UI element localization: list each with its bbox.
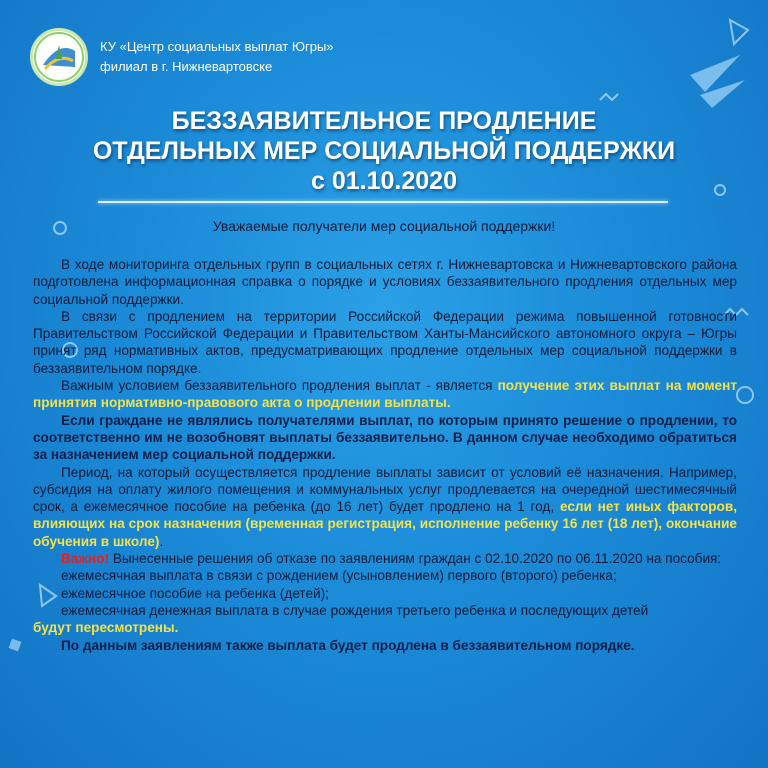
condition-highlight: получение этих выплат на момент принятия нормативно-правового акта о продлении выплаты. <box>33 378 737 411</box>
period-text: Период, на который осуществляется продление выплаты зависит от условий её назначения. Например, субсидия на оплату жилого помещения и коммунальных услуг продлевается на очередной шестимесячный срок, а ежемесячное пособие на ребенка (до 16 лет) будет продлено на 1 год, <box>33 464 737 515</box>
list-item: ежемесячная денежная выплата в случае рождения третьего ребенка и последующих детей <box>61 602 649 618</box>
deco-square-icon <box>9 639 22 652</box>
list-item: ежемесячное пособие на ребенка (детей); <box>61 585 329 601</box>
important-text: Вынесенные решения об отказе по заявлениям граждан с 02.10.2020 по 06.11.2020 на пособия: <box>109 551 722 567</box>
paragraph-not-recipients: Если граждане не являлись получателями выплат, по которым принято решение о продлении, то соответственно им не возобновят выплаты беззаявительно. В данном случае необходимо обратиться за назначением мер социальной поддержки. <box>33 412 737 463</box>
title-divider <box>98 201 668 203</box>
notice-body <box>33 256 737 654</box>
deco-wing-icon <box>700 80 745 108</box>
page-title <box>0 106 768 196</box>
deco-zigzag-icon <box>600 94 618 100</box>
list-item: ежемесячная выплата в связи с рождением (усыновлением) первого (второго) ребенка; <box>61 568 617 584</box>
paragraph-important <box>33 550 737 567</box>
deco-wing-icon <box>690 55 740 92</box>
important-label: Важно! <box>61 551 110 567</box>
title-date: с 01.10.2020 <box>311 167 457 195</box>
paragraph-monitoring: В ходе мониторинга отдельных групп в социальных сетях г. Нижневартовска и Нижневартовского района подготовлена информационная справка о порядке и условиях беззаявительного продления отдельных мер социальной поддержки. <box>33 257 737 307</box>
period-end: . <box>159 533 164 549</box>
paragraph-extension: В связи с продлением на территории Российской Федерации режима повышенной готовности Правительством Российской Федерации и Правительством Ханты-Мансийского автономного округа – Югры принят ряд нормативных актов, предусматривающих продление отдельных мер социальной поддержки в беззаявительном порядке. <box>33 308 737 376</box>
organization-name: КУ «Центр социальных выплат Югры» <box>100 39 334 54</box>
branch-name: филиал в г. Нижневартовске <box>100 59 273 74</box>
final-statement: По данным заявлениям также выплата будет продлена в беззаявительном порядке. <box>61 637 635 653</box>
deco-circle-icon <box>737 387 753 403</box>
organization-header <box>30 28 334 86</box>
greeting: Уважаемые получатели мер социальной поддержки! <box>212 218 556 234</box>
period-highlight: если нет иных факторов, влияющих на срок назначения (временная регистрация, исполнение ребенку 16 лет (18 лет), окончание обучения в школе) <box>33 499 737 549</box>
condition-text: Важным условием беззаявительного продления выплат - является <box>61 378 498 394</box>
deco-triangle-icon <box>730 20 748 44</box>
title-line-2: ОТДЕЛЬНЫХ МЕР СОЦИАЛЬНОЙ ПОДДЕРЖКИ <box>92 137 676 165</box>
organization-logo-icon <box>30 28 88 86</box>
paragraph-condition <box>33 377 737 412</box>
paragraph-period <box>33 464 737 550</box>
reviewed-statement: будут пересмотрены. <box>33 620 179 636</box>
title-line-1: БЕЗЗАЯВИТЕЛЬНОЕ ПРОДЛЕНИЕ <box>171 107 597 135</box>
